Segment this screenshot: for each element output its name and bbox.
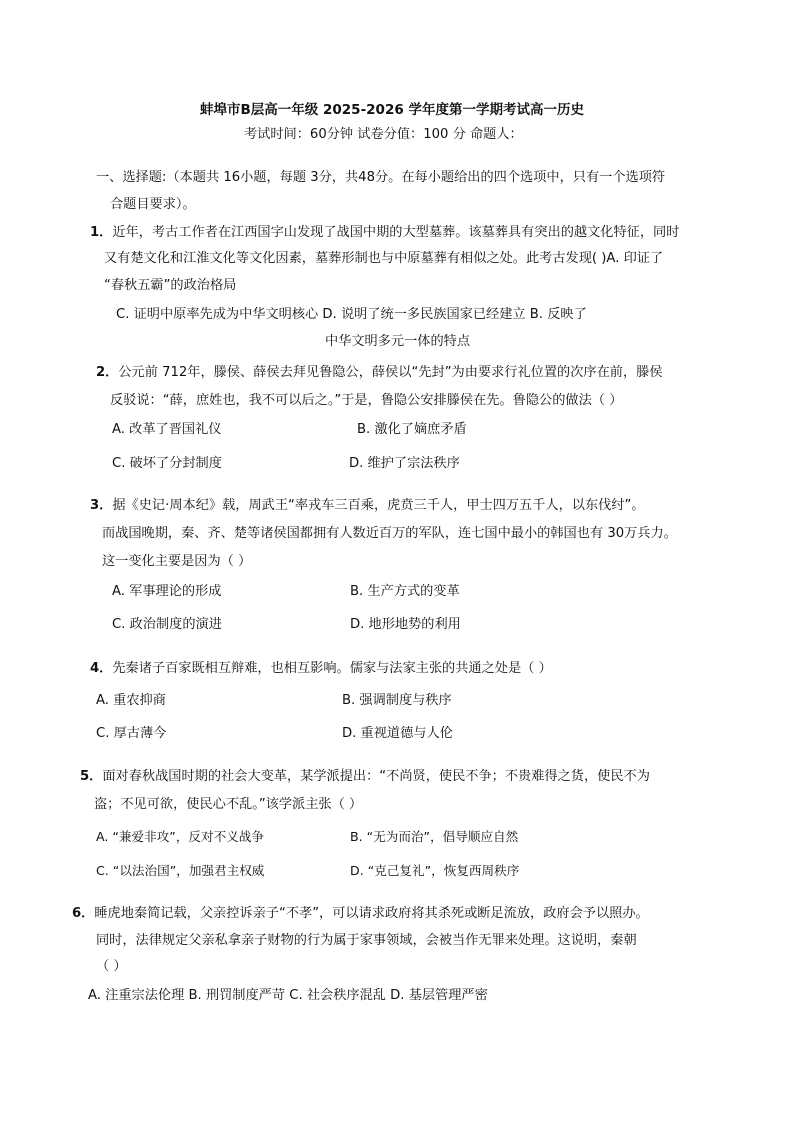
- question-text: 睡虎地秦简记载，父亲控诉亲子“不孝”，可以请求政府将其杀死或断足流放，政府会予以照办。: [94, 906, 649, 921]
- option-b: B. 激化了嫡庶矛盾: [357, 422, 467, 437]
- question-1-line-3: “春秋五霸”的政治格局: [104, 278, 237, 293]
- question-4-line-1: [90, 660, 552, 678]
- question-6-line-1: [72, 905, 649, 923]
- question-number: 3．: [90, 498, 113, 513]
- option-d: D. “克己复礼”，恢复西周秩序: [350, 863, 520, 878]
- option-d: D. 重视道德与人伦: [342, 726, 453, 741]
- question-6-line-2: 同时，法律规定父亲私拿亲子财物的行为属于家事领域，会被当作无罪来处理。这说明，秦朝: [96, 933, 637, 948]
- option-b: B. 强调制度与秩序: [342, 693, 452, 708]
- option-c: C. “以法治国”，加强君主权威: [96, 863, 265, 878]
- question-6-line-3: （ ）: [96, 959, 127, 974]
- question-2-line-1: [96, 364, 663, 382]
- exam-info: 考试时间：60分钟 试卷分值：100 分 命题人：: [244, 127, 523, 142]
- option-b: B. 生产方式的变革: [350, 584, 460, 599]
- question-text: 公元前 712年，滕侯、薛侯去拜见鲁隐公，薛侯以“先封”为由要求行礼位置的次序在前，滕侯: [118, 365, 663, 380]
- option-c: C. 破坏了分封制度: [112, 456, 222, 471]
- question-5-line-2: 盗；不见可欲，使民心不乱。”该学派主张（ ）: [94, 797, 363, 812]
- section-instructions-cont: 合题目要求）。: [110, 197, 196, 212]
- question-3-line-3: 这一变化主要是因为（ ）: [102, 554, 252, 569]
- question-1-line-5: 中华文明多元一体的特点: [325, 334, 471, 349]
- option-a: A. “兼爱非攻”，反对不义战争: [96, 829, 264, 844]
- question-1-line-1: [90, 224, 679, 242]
- question-text: 面对春秋战国时期的社会大变革，某学派提出：“不尚贤，使民不争；不贵难得之货，使民不为: [102, 769, 650, 784]
- option-a: A. 军事理论的形成: [112, 584, 222, 599]
- question-1-line-2: 又有楚文化和江淮文化等文化因素，墓葬形制也与中原墓葬有相似之处。此考古发现( )A. 印证了: [104, 251, 664, 266]
- question-text: 据《史记·周本纪》载，周武王“率戎车三百乘，虎贲三千人，甲士四万五千人，以东伐纣”。: [112, 498, 645, 513]
- question-1-line-4: C. 证明中原率先成为中华文明核心 D. 说明了统一多民族国家已经建立 B. 反映了: [116, 307, 587, 322]
- option-d: D. 地形地势的利用: [350, 617, 461, 632]
- option-d: D. 维护了宗法秩序: [349, 456, 460, 471]
- exam-title: 蚌埠市B层高一年级 2025-2026 学年度第一学期考试高一历史: [200, 102, 584, 118]
- option-c: C. 政治制度的演进: [112, 617, 222, 632]
- question-number: 1．: [90, 225, 113, 240]
- question-text: 先秦诸子百家既相互辩难，也相互影响。儒家与法家主张的共通之处是（ ）: [112, 661, 552, 676]
- option-b: B. “无为而治”，倡导顺应自然: [350, 829, 519, 844]
- question-number: 6．: [72, 906, 95, 921]
- section-instructions: 一、选择题:（本题共 16小题，每题 3分，共48分。在每小题给出的四个选项中，只有一个选项符: [96, 170, 666, 185]
- option-c: C. 厚古薄今: [96, 726, 167, 741]
- question-5-line-1: [80, 768, 650, 786]
- question-text: 近年，考古工作者在江西国字山发现了战国中期的大型墓葬。该墓葬具有突出的越文化特征，同时: [112, 225, 680, 240]
- question-number: 2．: [96, 365, 119, 380]
- question-2-line-2: 反驳说：“薛，庶姓也，我不可以后之。”于是，鲁隐公安排滕侯在先。鲁隐公的做法（ ）: [110, 393, 623, 408]
- question-number: 5．: [80, 769, 103, 784]
- option-a: A. 重农抑商: [96, 693, 166, 708]
- question-3-line-2: 而战国晚期，秦、齐、楚等诸侯国都拥有人数近百万的军队，连七国中最小的韩国也有 30万兵力。: [102, 526, 677, 541]
- question-number: 4．: [90, 661, 113, 676]
- option-a: A. 改革了晋国礼仪: [112, 422, 222, 437]
- question-3-line-1: [90, 497, 645, 515]
- question-6-options: A. 注重宗法伦理 B. 刑罚制度严苛 C. 社会秩序混乱 D. 基层管理严密: [88, 988, 488, 1003]
